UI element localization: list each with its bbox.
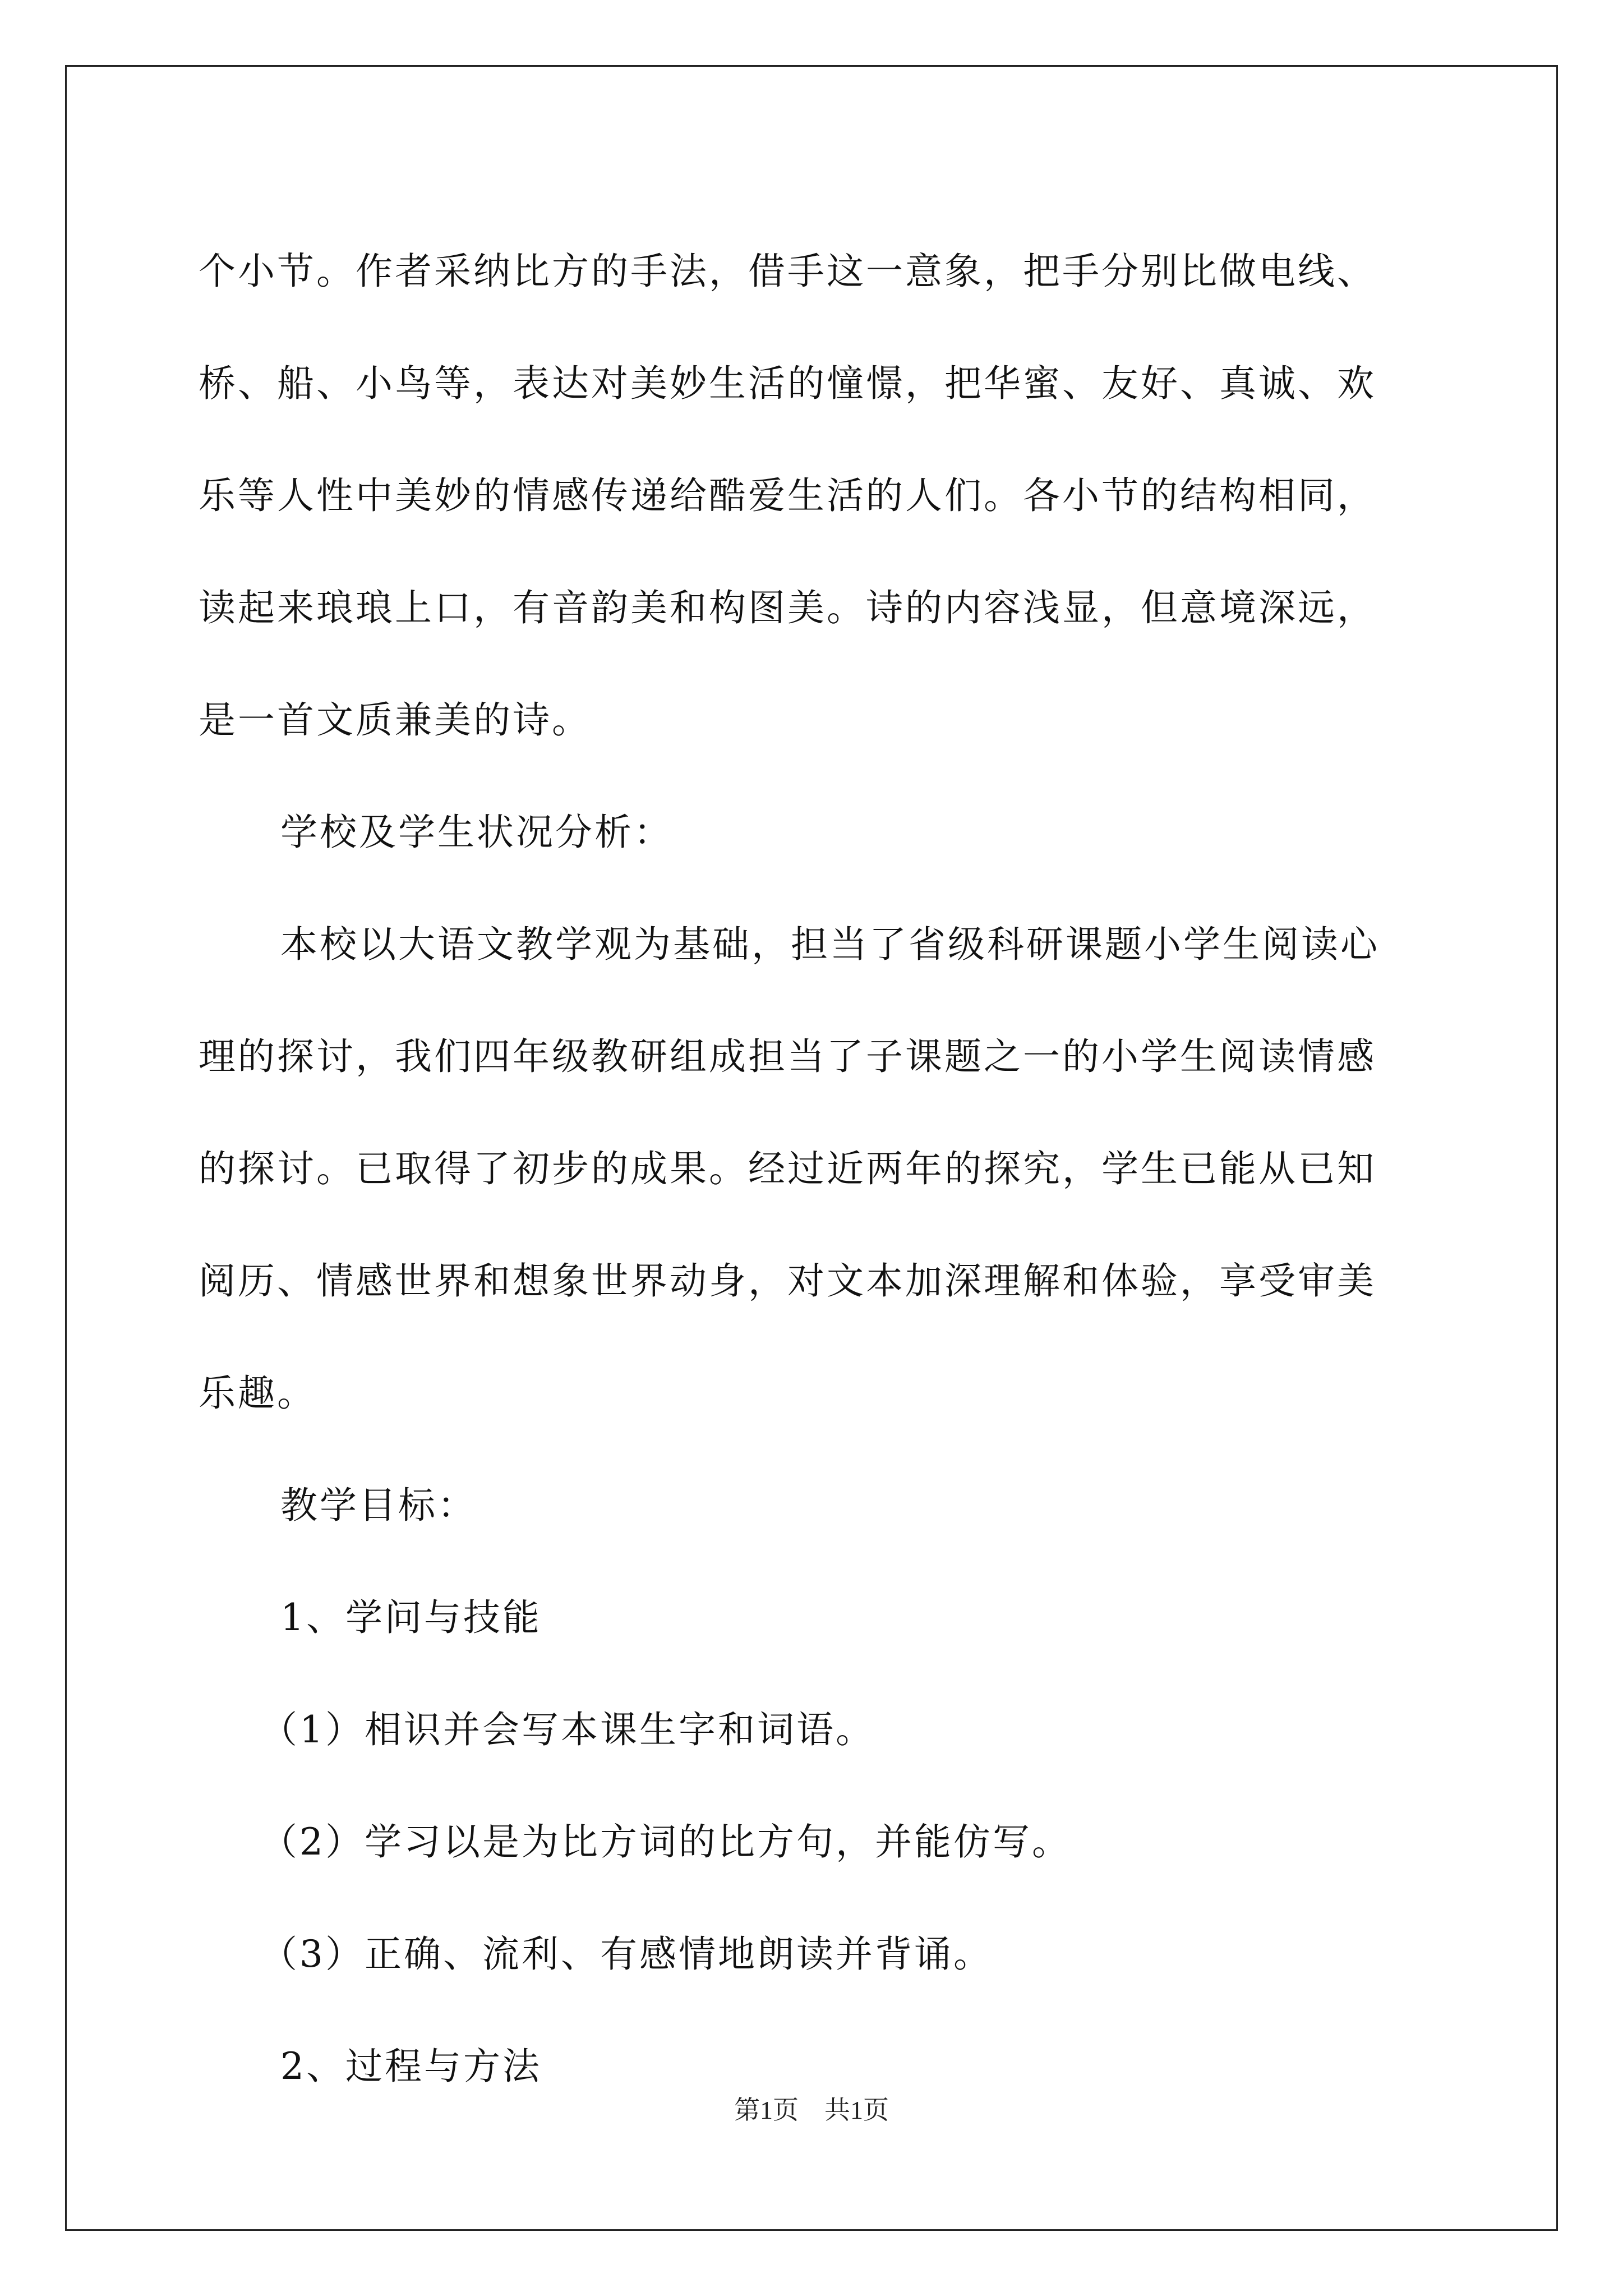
body-line: 乐趣。	[199, 1372, 316, 1415]
list-item: 2、过程与方法	[280, 2045, 542, 2088]
list-item: （3）正确、流利、有感情地朗读并背诵。	[260, 1932, 993, 1976]
body-line: 本校以大语文教学观为基础，担当了省级科研课题小学生阅读心	[280, 923, 1380, 966]
list-item: 1、学问与技能	[280, 1596, 542, 1639]
body-line: 乐等人性中美妙的情感传递给酷爱生活的人们。各小节的结构相同，	[199, 474, 1376, 517]
body-line: 读起来琅琅上口，有音韵美和构图美。诗的内容浅显，但意境深远，	[199, 586, 1376, 629]
page-number-footer: 第1页 共1页	[734, 2096, 889, 2124]
body-line: 个小节。作者采纳比方的手法，借手这一意象，把手分别比做电线、	[199, 250, 1376, 293]
body-line: 是一首文质兼美的诗。	[199, 698, 591, 742]
list-item: （2）学习以是为比方词的比方句，并能仿写。	[260, 1820, 1071, 1864]
document-body	[199, 215, 1432, 2123]
body-line: 的探讨。已取得了初步的成果。经过近两年的探究，学生已能从已知	[199, 1147, 1376, 1190]
body-line: 阅历、情感世界和想象世界动身，对文本加深理解和体验，享受审美	[199, 1259, 1376, 1303]
section-heading: 教学目标：	[280, 1484, 477, 1527]
section-heading: 学校及学生状况分析：	[280, 811, 673, 854]
list-item: （1）相识并会写本课生字和词语。	[260, 1708, 875, 1751]
body-line: 理的探讨，我们四年级教研组成担当了子课题之一的小学生阅读情感	[199, 1035, 1376, 1078]
body-line: 桥、船、小鸟等，表达对美妙生活的憧憬，把华蜜、友好、真诚、欢	[199, 362, 1376, 405]
